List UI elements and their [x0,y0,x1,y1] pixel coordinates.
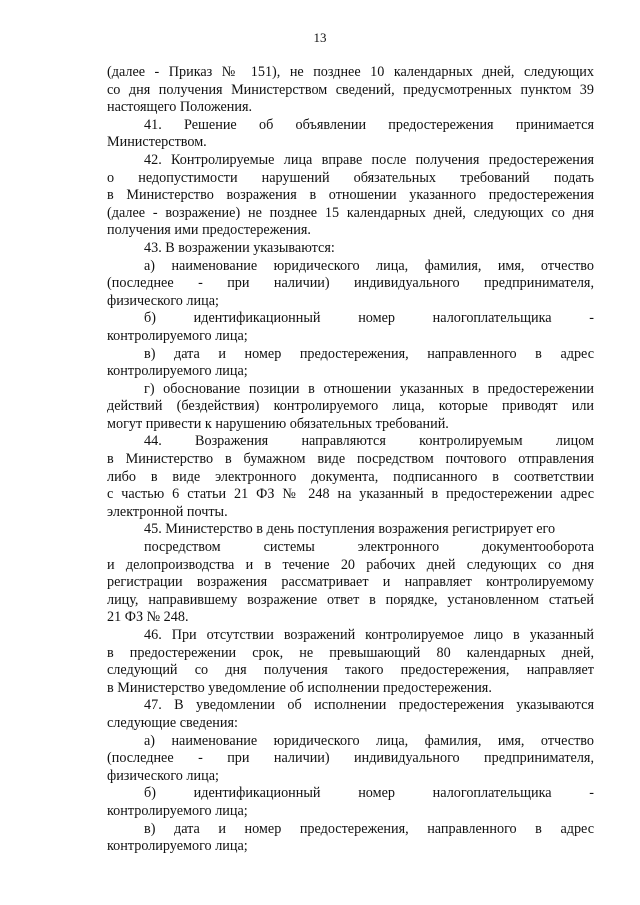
text-line: со дня получения Министерством сведений, предусмотренных пунктом 39 [107,81,594,98]
text-line: контролируемого лица; [107,838,248,855]
text-line: следующий со дня получения такого предостережения, направляет [107,662,594,679]
text-line: электронной почты. [107,503,228,520]
text-line: контролируемого лица; [107,802,248,819]
text-line: (далее - возражение) не позднее 15 календарных дней, следующих со дня [107,204,594,221]
text-line: контролируемого лица; [107,363,248,380]
text-line: в) дата и номер предостережения, направленного в адрес [144,820,594,837]
text-line: посредством системы электронного документооборота [144,539,594,556]
text-line: а) наименование юридического лица, фамилия, имя, отчество [144,732,594,749]
page-number: 13 [313,30,327,45]
text-line: 46. При отсутствии возражений контролируемое лицо в указанный [144,627,594,643]
text-line: о недопустимости нарушений обязательных требований подать [107,169,594,186]
text-line: б) идентификационный номер налогоплательщика - [144,310,594,327]
text-line: получения ими предостережения. [107,222,311,239]
text-line: в Министерство в бумажном виде посредством почтового отправления [107,451,594,468]
text-line: 21 ФЗ № 248. [107,609,189,626]
text-line: лицу, направившему возражение ответ в порядке, установленном статьей [107,591,594,608]
text-line: Министерством. [107,134,207,151]
text-line: контролируемого лица; [107,327,248,344]
text-line: г) обоснование позиции в отношении указанных в предостережении [144,380,594,397]
text-line: (последнее - при наличии) индивидуального предпринимателя, [107,750,594,767]
text-line: и делопроизводства и в течение 20 рабочих дней следующих со дня [107,556,594,573]
text-line: в Министерство возражения в отношении указанного предостережения [107,187,594,204]
text-line: действий (бездействия) контролируемого лица, которые приводят или [107,398,594,415]
text-line: с частью 6 статьи 21 ФЗ № 248 на указанный в предостережении адрес [107,486,594,503]
text-line: 43. В возражении указываются: [144,239,335,256]
document-body [107,64,594,856]
text-line: б) идентификационный номер налогоплательщика - [144,785,594,802]
text-line: могут привести к нарушению обязательных требований. [107,415,449,432]
text-line: 47. В уведомлении об исполнении предостережения указываются [144,697,594,714]
text-line: либо в виде электронного документа, подписанного в соответствии [107,468,594,485]
text-line: физического лица; [107,767,219,784]
text-line: в предостережении срок, не превышающий 80 календарных дней, [107,644,594,661]
text-line: 44. Возражения направляются контролируемым лицом [144,433,594,450]
text-line: 45. Министерство в день поступления возражения регистрирует его [144,521,556,538]
text-line: а) наименование юридического лица, фамилия, имя, отчество [144,257,594,274]
text-line: 42. Контролируемые лица вправе после получения предостережения [144,151,594,168]
text-line: 41. Решение об объявлении предостережения принимается [144,116,594,133]
text-line: регистрации возражения рассматривает и направляет контролируемому [107,574,594,591]
text-line: настоящего Положения. [107,99,253,116]
text-line: физического лица; [107,292,219,309]
text-line: (последнее - при наличии) индивидуального предпринимателя, [107,275,594,292]
text-line: в Министерство уведомление об исполнении предостережения. [107,679,492,696]
text-line: в) дата и номер предостережения, направленного в адрес [144,345,594,362]
text-line: следующие сведения: [107,714,238,731]
text-line: (далее - Приказ № 151), не позднее 10 календарных дней, следующих [107,64,594,80]
